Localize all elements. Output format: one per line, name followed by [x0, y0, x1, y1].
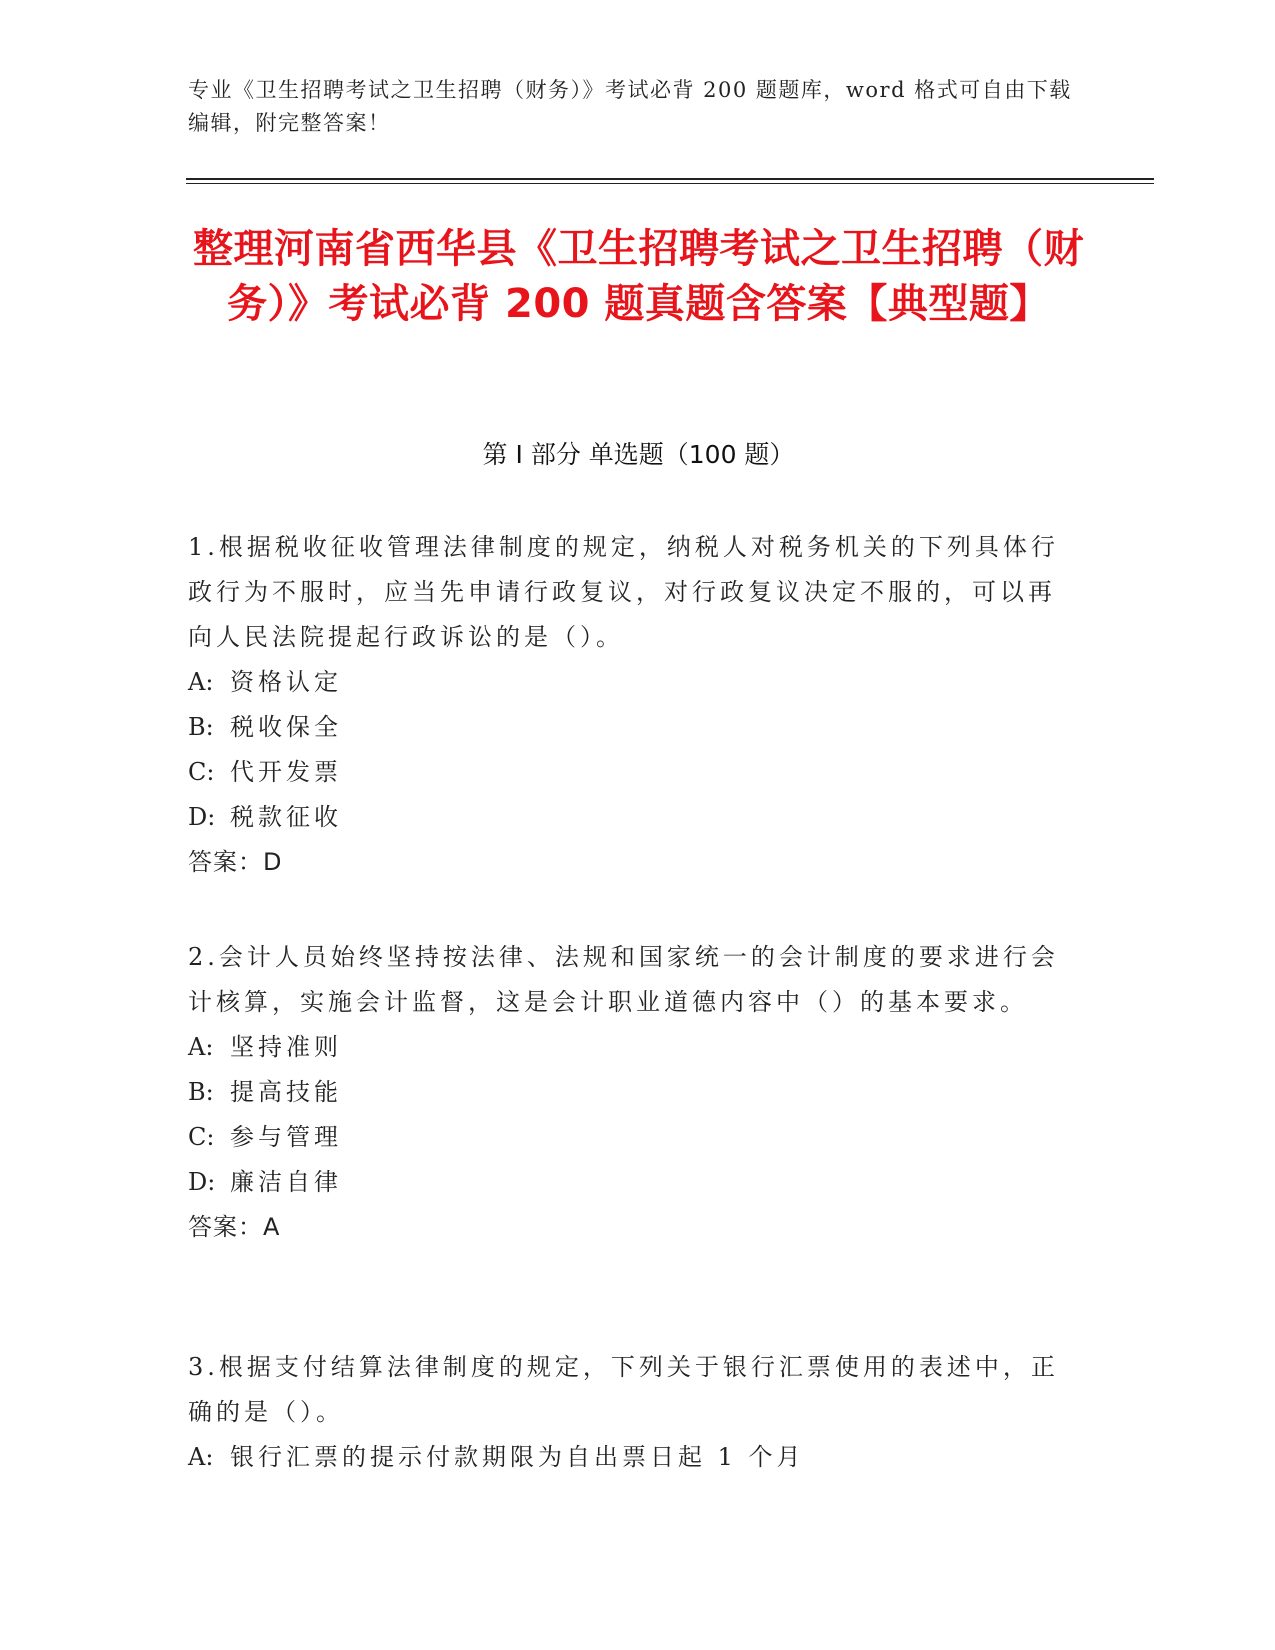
option-key: A: [188, 668, 214, 696]
option-c [188, 1115, 1068, 1160]
option-text: 税款征收 [230, 803, 342, 831]
option-key: B: [188, 713, 214, 741]
answer-line: 答案：A [188, 1213, 281, 1241]
option-text: 税收保全 [230, 713, 342, 741]
header-divider-thin [186, 183, 1154, 184]
answer-line: 答案：D [188, 848, 283, 876]
question-2 [188, 935, 1068, 1250]
header-note: 专业《卫生招聘考试之卫生招聘（财务）》考试必背 200 题题库，word 格式可自由下载编辑，附完整答案！ [188, 78, 1072, 135]
question-text: 2.会计人员始终坚持按法律、法规和国家统一的会计制度的要求进行会计核算，实施会计监督，这是会计职业道德内容中（）的基本要求。 [188, 943, 1059, 1016]
section-heading: 第 I 部分 单选题（100 题） [482, 440, 795, 469]
option-a [188, 660, 1068, 705]
option-d [188, 795, 1068, 840]
option-key: B: [188, 1078, 214, 1106]
option-key: D: [188, 1168, 216, 1196]
option-b [188, 705, 1068, 750]
question-text: 1.根据税收征收管理法律制度的规定，纳税人对税务机关的下列具体行政行为不服时，应当先申请行政复议，对行政复议决定不服的，可以再向人民法院提起行政诉讼的是（）。 [188, 533, 1059, 651]
option-b [188, 1070, 1068, 1115]
option-key: A: [188, 1443, 214, 1471]
option-c [188, 750, 1068, 795]
question-text: 3.根据支付结算法律制度的规定，下列关于银行汇票使用的表述中，正确的是（）。 [188, 1353, 1059, 1426]
document-title: 整理河南省西华县《卫生招聘考试之卫生招聘（财务）》考试必背 200 题真题含答案【典型题】 [193, 226, 1084, 327]
option-key: C: [188, 1123, 215, 1151]
question-3 [188, 1345, 1068, 1480]
option-a [188, 1025, 1068, 1070]
option-text: 银行汇票的提示付款期限为自出票日起 1 个月 [230, 1443, 805, 1471]
option-a [188, 1435, 1068, 1480]
option-text: 资格认定 [230, 668, 342, 696]
option-text: 参与管理 [230, 1123, 342, 1151]
option-key: A: [188, 1033, 214, 1061]
option-key: D: [188, 803, 216, 831]
option-text: 坚持准则 [230, 1033, 342, 1061]
option-text: 廉洁自律 [230, 1168, 342, 1196]
option-d [188, 1160, 1068, 1205]
option-text: 代开发票 [230, 758, 342, 786]
option-text: 提高技能 [230, 1078, 342, 1106]
question-1 [188, 525, 1068, 885]
header-divider-thick [186, 178, 1154, 180]
option-key: C: [188, 758, 215, 786]
